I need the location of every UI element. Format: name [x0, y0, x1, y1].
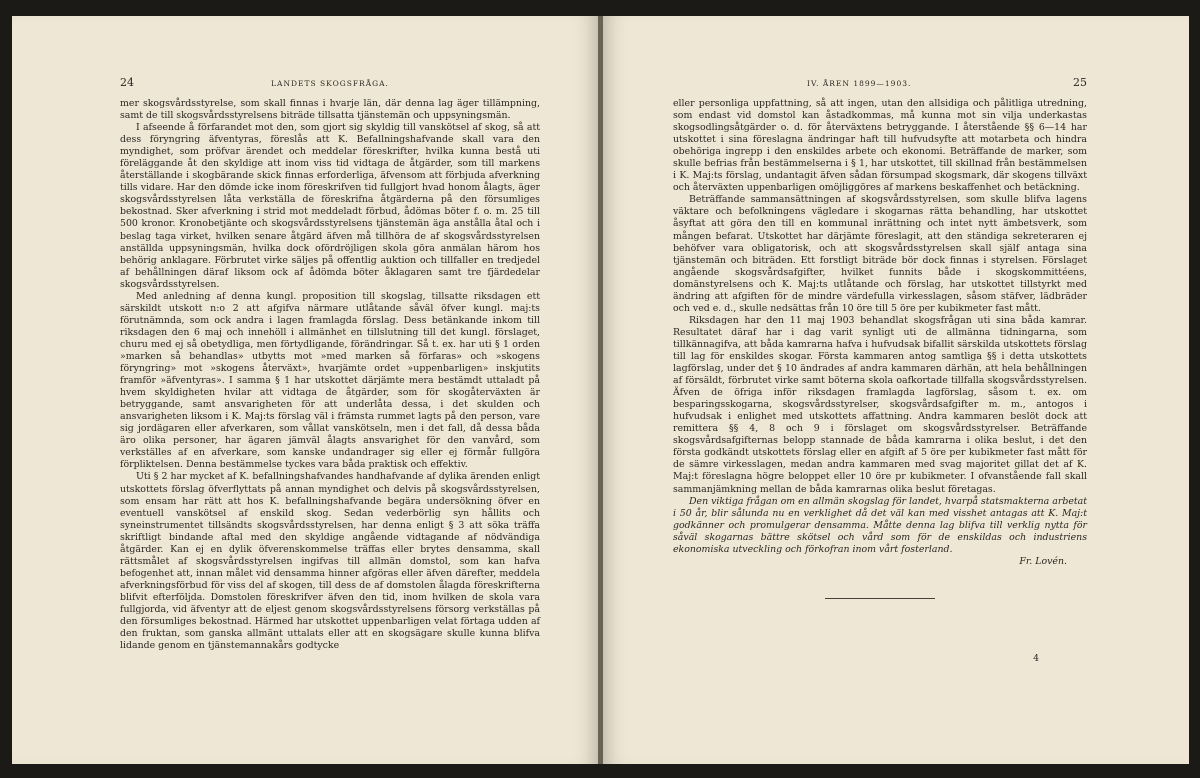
paragraph: Med anledning af denna kungl. proposition till skogslag, tillsatte riksdagen ett särskildt utskott n:o 2 att afgifva närmare utlåtande såväl öfver kungl. maj:ts förutnämnda, som ock andra i lagen framlagda förslag. Dess betänkande inkom till riksdagen den 6 maj och innehöll i allmänhet en tillslutning till det kungl. förslaget, churu med ej så obetydliga, men förtydligande, förändringar. Så t. ex. har uti § 1 orden »marken så behandlas» utbytts mot »med marken så förfaras» och »skogens föryngring» mot »skogens återväxt», hvarjämte ordet »uppenbarligen» inskjutits framför »äfventyras». I samma § 1 har utskottet därjämte mera bestämdt uttaladt på hvem skyldigheten hvilar att vidtaga de åtgärder, som för skogåterväxten är betryggande, samt ansvarigheten för att underlåta dessa, i det skulden och ansvarigheten liksom i K. Maj:ts förslag väl i främsta rummet lagts på den person, vare sig jordägaren eller afverkaren, som vållat vanskötseln, men i det fall, då dessa båda äro olika personer, har ägaren jämväl ålagts ansvarighet för den vanvård, som verkställes af en afverkare, som kanske undandrager sig eller ej förmår fullgöra förpliktelsen. Denna bestämmelse tyckes vara båda praktisk och effektiv. — [120, 290, 540, 471]
running-head: IV. ÅREN 1899—1903. — [807, 79, 912, 88]
paragraph: Den viktiga frågan om en allmän skogslag för landet, hvarpå statsmakterna arbetat i 50 år, blir sålunda nu en verklighet då det väl kan med visshet antagas att K. Maj:t godkänner och promulgerar densamma. Måtte denna lag blifva till verklig nytta för såväl skogarnas bättre skötsel och vård som för de enskildas och industriens ekonomiska utveckling och förkofran inom vårt fosterland. — [673, 495, 1087, 555]
left-page-body — [120, 98, 540, 652]
author-signature: Fr. Lovén. — [1019, 555, 1067, 567]
paragraph: Uti § 2 har mycket af K. befallningshafvandes handhafvande af dylika ärenden enligt utskottets förslag öfverflyttats på annan myndighet och delvis på skogsvårdsstyrelsen, som ensam har rätt att hos K. befallningshafvande begära undersökning öfver en eventuell vanskötsel af enskild skog. Sedan vederbörlig syn hållits och syneinstrumentet tillsändts skogsvårdsstyrelsen, har denna enligt § 3 att söka träffa skriftligt bindande aftal med den skyldige angående vidtagande af nödvändiga åtgärder. Kan ej en dylik öfverenskommelse träffas eller brytes densamma, skall rättsmålet af skogsvårdsstyrelsen ingifvas till allmän domstol, som kan hafva befogenhet att, innan målet vid densamma hinner afgöras eller äfven därefter, meddela afverkningsförbud för viss del af skogen, till dess de af domstolen ålagda föreskrifterna blifvit efterföljda. Domstolen föreskrifver äfven den tid, inom hvilken de skola vara fullgjorda, vid äfventyr att de eljest genom skogsvårdsstyrelsens försorg verkställas på den försumliges bekostnad. Härmed har utskottet uppenbarligen velat förtaga udden af den fruktan, som ganska allmänt uttalats eller att en skogsägare skulle kunna blifva lidande genom en tjänstemannakårs godtycke — [120, 471, 540, 652]
sheet-number: 4 — [1033, 654, 1039, 664]
paragraph: Riksdagen har den 11 maj 1903 behandlat skogsfrågan uti sina båda kamrar. Resultatet däraf har i dag varit synligt uti de allmänna tidningarna, som tillkännagifva, att båda kamrarna hafva i hufvudsak bifallit särskilda utskottets förslag till lag för enskildes skogar. Första kammaren antog samtliga §§ i detta utskottets lagförslag, under det § 10 ändrades af andra kammaren därhän, att hela behållningen af försäldt, förbrutet virke samt böterna skola oafkortade tillfalla skogsvårdsstyrelsen. Äfven de öfriga inför riksdagen framlagda lagförslag, såsom t. ex. om besparingsskogarna, skogsvårdsstyrelser, skogsvårdsafgifter m. m., antogos i hufvudsak i enlighet med utskottets affattning. Andra kammaren beslöt dock att remittera §§ 4, 8 och 9 i förslaget om skogsvårdsstyrelser. Beträffande skogsvårdsafgifternas belopp stannade de båda kamrarna i olika beslut, i det den första godkändt utskottets förslag eller en afgift af 5 öre per kubikmeter fast mått för de sämre virkesslagen, medan andra kammaren med svag majoritet gillat det af K. Maj:t föreslagna högre beloppet eller 10 öre pr kubikmeter. I ofvanstående fall skall sammanjämkning mellan de båda kamrarnas olika beslut företagas. — [673, 314, 1087, 495]
page-number: 24 — [120, 76, 134, 89]
right-page — [603, 16, 1189, 764]
paragraph: I afseende å förfarandet mot den, som gjort sig skyldig till vanskötsel af skog, så att dess föryngring äfventyras, föreslås att K. Befallningshafvande skall vara den myndighet, som pröfvar ärendet och meddelar föreskrifter, hvilka kunna bestå uti föreläggande åt den skyldige att inom viss tid vidtaga de åtgärder, som till markens återställande i skogbärande skick finnas erforderliga, äfvensom att förbjuda afverkning tills vidare. Har den dömde icke inom föreskrifven tid fullgjort hvad honom ålagts, äger skogsvårdsstyrelsen låta verkställa de föreskrifna åtgärderna på den försumliges bekostnad. Sker afverkning i strid mot meddeladt förbud, ådömas böter f. o. m. 25 till 500 kronor. Kronobetjänte och skogsvårdsstyrelsens tjänstemän äga anstålla åtal och i beslag taga virket, hvilken senare åtgärd äfven må tillhöra de af skogsvårdsstyrelsen anställda uppsyningsmän, hvilka dock ofördröjligen skola göra anmälan härom hos behörig anklagare. Förbrutet virke säljes på offentlig auktion och tillfaller en tredjedel af behållningen däraf liksom ock af ådömda böter åklagaren samt tre fjärdedelar skogsvårdsstyrelsen. — [120, 122, 540, 290]
right-page-body — [673, 98, 1087, 556]
paragraph: mer skogsvårdsstyrelse, som skall finnas i hvarje län, där denna lag äger tillämpning, samt de till skogsvårdsstyrelsens biträde tillsatta tjänstemän och uppsyningsmän. — [120, 98, 540, 122]
paragraph: Beträffande sammansättningen af skogsvårdsstyrelsen, som skulle blifva lagens väktare och befolkningens vägledare i skogarnas rätta behandling, har utskottet åsyftat att göra den till en kommunal inrättning och intet nytt ämbetsverk, som mången befarat. Utskottet har därjämte föreslagit, att den ständiga sekreteraren ej behöfver vara obligatorisk, och att skogsvårdsstyrelsen skall själf antaga sina tjänstemän och biträden. Ett forstligt biträde bör dock finnas i styrelsen. Förslaget angående skogsvårdsafgifter, hvilket funnits både i skogskommittéens, domänstyrelsens och K. Maj:ts utlåtande och förslag, har utskottet tillstyrkt med ändring att afgiften för de mindre värdefulla virkesslagen, såsom stäfver, lädbräder och ved e. d., skulle nedsättas från 10 öre till 5 öre per kubikmeter fast mått. — [673, 194, 1087, 314]
page-number: 25 — [1073, 76, 1087, 89]
right-page-header — [673, 76, 1087, 96]
paragraph: eller personliga uppfattning, så att ingen, utan den allsidiga och pålitliga utredning, som endast vid domstol kan åstadkommas, må kunna mot sin vilja underkastas skogsodlingsåtgärder o. d. för återväxtens betryggande. I återstående §§ 6—14 har utskottet i sina föreslagna ändringar haft till hufvudsyfte att motarbeta och hindra obehöriga ingrepp i den enskildes arbete och ekonomi. Beträffande de marker, som skulle befrias från bestämmelserna i § 1, har utskottet, till skillnad från bestämmelsen i K. Maj:ts förslag, undantagit äfven sådan försumpad skogsmark, där skogens tillväxt och återväxten uppenbarligen omöjliggöres af markens beskaffenhet och betäckning. — [673, 98, 1087, 194]
running-head: LANDETS SKOGSFRÅGA. — [271, 79, 389, 88]
left-page — [12, 16, 598, 764]
left-page-header — [120, 76, 540, 96]
closing-rule — [825, 598, 935, 599]
